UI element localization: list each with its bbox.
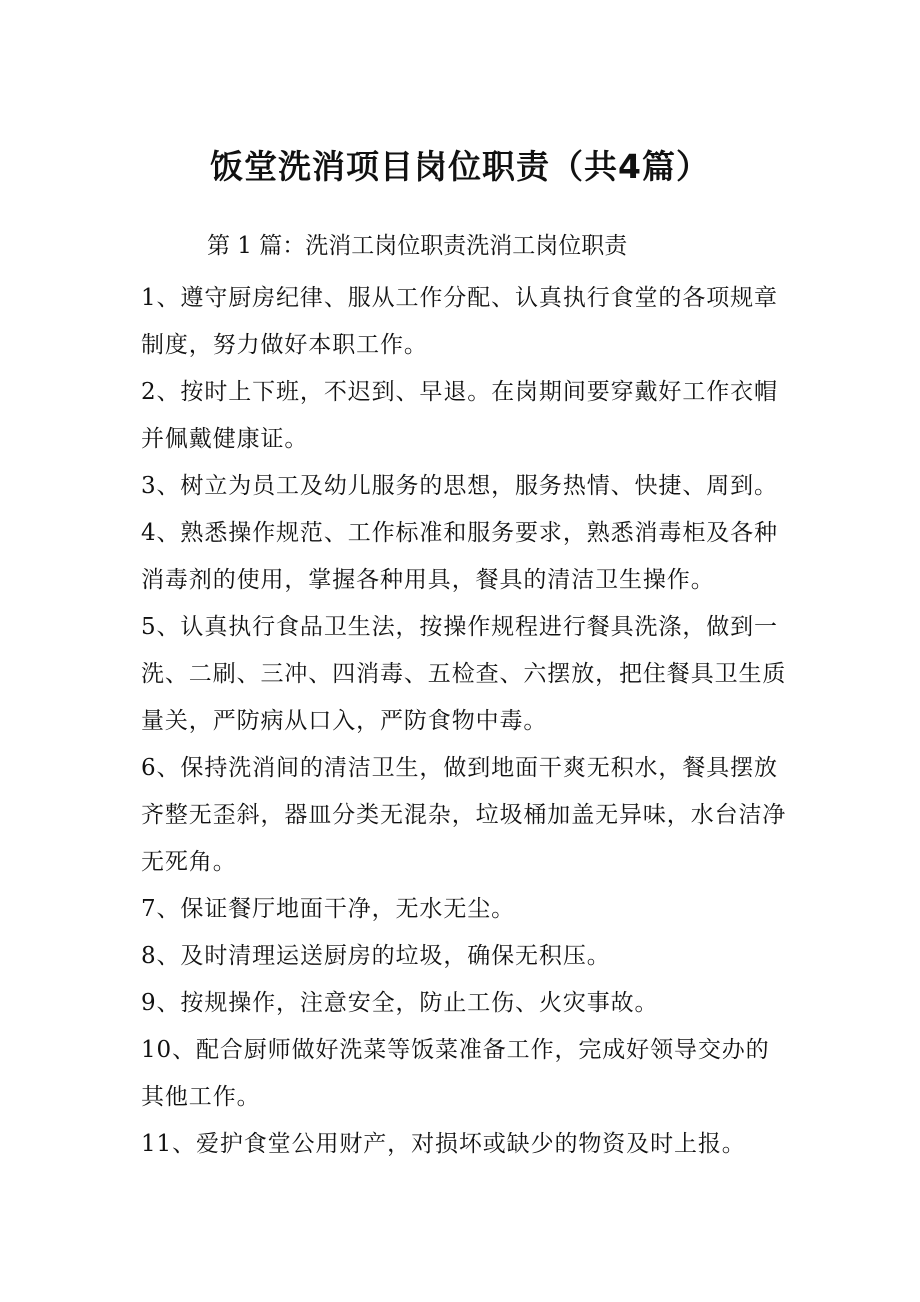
list-item: 10、配合厨师做好洗菜等饭菜准备工作，完成好领导交办的其他工作。 — [141, 1037, 770, 1110]
list-item: 7、保证餐厅地面干净，无水无尘。 — [141, 896, 516, 922]
section-heading: 第 1 篇：洗消工岗位职责洗消工岗位职责 — [207, 233, 628, 259]
duty-list — [141, 275, 791, 1168]
list-item: 4、熟悉操作规范、工作标准和服务要求，熟悉消毒柜及各种消毒剂的使用，掌握各种用具，餐具的清洁卫生操作。 — [141, 520, 778, 593]
list-item: 2、按时上下班，不迟到、早退。在岗期间要穿戴好工作衣帽并佩戴健康证。 — [141, 379, 778, 452]
list-item: 11、爱护食堂公用财产，对损坏或缺少的物资及时上报。 — [141, 1131, 746, 1157]
list-item: 8、及时清理运送厨房的垃圾，确保无积压。 — [141, 943, 611, 969]
list-item: 6、保持洗消间的清洁卫生，做到地面干爽无积水，餐具摆放齐整无歪斜，器皿分类无混杂，垃圾桶加盖无异味，水台洁净无死角。 — [141, 755, 787, 875]
list-item: 5、认真执行食品卫生法，按操作规程进行餐具洗涤，做到一洗、二刷、三冲、四消毒、五检查、六摆放，把住餐具卫生质量关，严防病从口入，严防食物中毒。 — [141, 614, 787, 734]
list-item: 9、按规操作，注意安全，防止工伤、火灾事故。 — [141, 990, 659, 1016]
document-title: 饭堂洗消项目岗位职责（共4篇） — [210, 147, 710, 186]
list-item: 3、树立为员工及幼儿服务的思想，服务热情、快捷、周到。 — [141, 473, 778, 499]
list-item: 1、遵守厨房纪律、服从工作分配、认真执行食堂的各项规章制度，努力做好本职工作。 — [141, 285, 778, 358]
